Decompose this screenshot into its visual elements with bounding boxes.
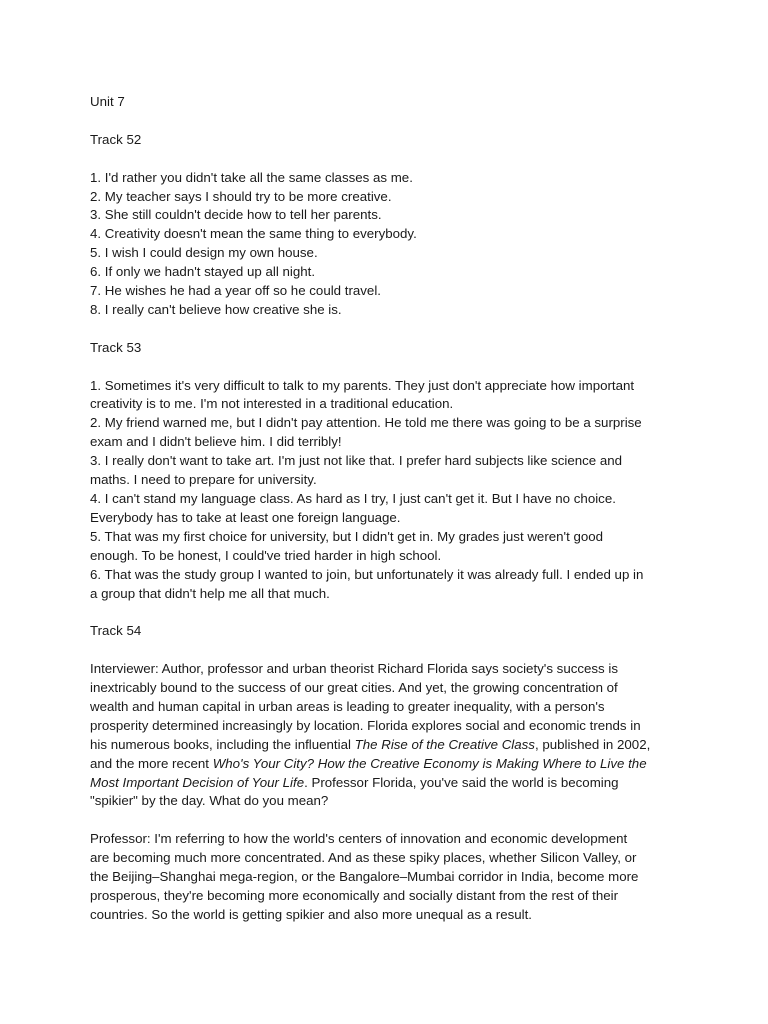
interviewer-paragraph xyxy=(90,660,690,811)
list-item: 4. Creativity doesn't mean the same thing to everybody. xyxy=(90,226,417,242)
document-page xyxy=(90,93,690,925)
text-span: , published in 2002, xyxy=(534,736,651,752)
list-item: 1. I'd rather you didn't take all the same classes as me. xyxy=(90,169,413,185)
text-line: exam and I didn't believe him. I did terribly! xyxy=(90,434,342,450)
text-line: prosperity determined increasingly by location. Florida explores social and economic trends in xyxy=(90,717,641,733)
list-item: 7. He wishes he had a year off so he could travel. xyxy=(90,283,381,299)
text-line: 6. That was the study group I wanted to join, but unfortunately it was already full. I ended up in xyxy=(90,566,644,582)
text-line: 5. That was my first choice for university, but I didn't get in. My grades just weren't good xyxy=(90,528,604,544)
track-52-list xyxy=(90,169,690,320)
text-line: Professor: I'm referring to how the world's centers of innovation and economic development xyxy=(90,831,628,847)
book-title: The Rise of the Creative Class xyxy=(354,736,535,752)
text-line: a group that didn't help me all that much. xyxy=(90,585,330,601)
list-item: 8. I really can't believe how creative she is. xyxy=(90,301,342,317)
text-line: creativity is to me. I'm not interested in a traditional education. xyxy=(90,396,454,412)
book-title: Most Important Decision of Your Life xyxy=(90,774,305,790)
text-line: 2. My friend warned me, but I didn't pay attention. He told me there was going to be a surprise xyxy=(90,415,642,431)
text-line: wealth and human capital in urban areas is leading to greater inequality, with a person's xyxy=(90,698,605,714)
text-line: Everybody has to take at least one foreign language. xyxy=(90,509,401,525)
text-span: . Professor Florida, you've said the world is becoming xyxy=(304,774,619,790)
text-line: are becoming much more concentrated. And as these spiky places, whether Silicon Valley, or xyxy=(90,850,637,866)
text-line: maths. I need to prepare for university. xyxy=(90,472,317,488)
list-item: 5. I wish I could design my own house. xyxy=(90,245,318,261)
text-line: enough. To be honest, I could've tried harder in high school. xyxy=(90,547,442,563)
track-53-text xyxy=(90,377,690,604)
text-line: inextricably bound to the success of our great cities. And yet, the growing concentration of xyxy=(90,680,618,695)
text-line: Interviewer: Author, professor and urban theorist Richard Florida says society's success is xyxy=(90,661,618,677)
list-item: 3. She still couldn't decide how to tell her parents. xyxy=(90,207,382,223)
text-line: 1. Sometimes it's very difficult to talk to my parents. They just don't appreciate how important xyxy=(90,377,635,393)
professor-paragraph xyxy=(90,830,690,925)
text-line xyxy=(90,736,690,755)
book-title: Who's Your City? How the Creative Economy is Making Where to Live the xyxy=(212,755,647,771)
unit-title: Unit 7 xyxy=(90,94,125,109)
text-line: 4. I can't stand my language class. As hard as I try, I just can't get it. But I have no choice. xyxy=(90,490,616,506)
track-53-heading: Track 53 xyxy=(90,339,142,355)
text-line: "spikier" by the day. What do you mean? xyxy=(90,793,329,809)
text-line: 3. I really don't want to take art. I'm just not like that. I prefer hard subjects like science and xyxy=(90,453,623,469)
text-line: the Beijing–Shanghai mega-region, or the Bangalore–Mumbai corridor in India, become more xyxy=(90,869,639,885)
list-item: 6. If only we hadn't stayed up all night. xyxy=(90,264,316,280)
track-54-heading: Track 54 xyxy=(90,623,142,639)
track-52-heading: Track 52 xyxy=(90,131,142,147)
text-line: prosperous, they're becoming more economically and socially distant from the rest of their xyxy=(90,887,619,903)
text-line xyxy=(90,774,690,793)
text-span: his numerous books, including the influential xyxy=(90,736,355,752)
list-item: 2. My teacher says I should try to be more creative. xyxy=(90,188,392,204)
text-line: countries. So the world is getting spikier and also more unequal as a result. xyxy=(90,906,532,922)
text-span: and the more recent xyxy=(90,755,213,771)
text-line xyxy=(90,755,690,774)
